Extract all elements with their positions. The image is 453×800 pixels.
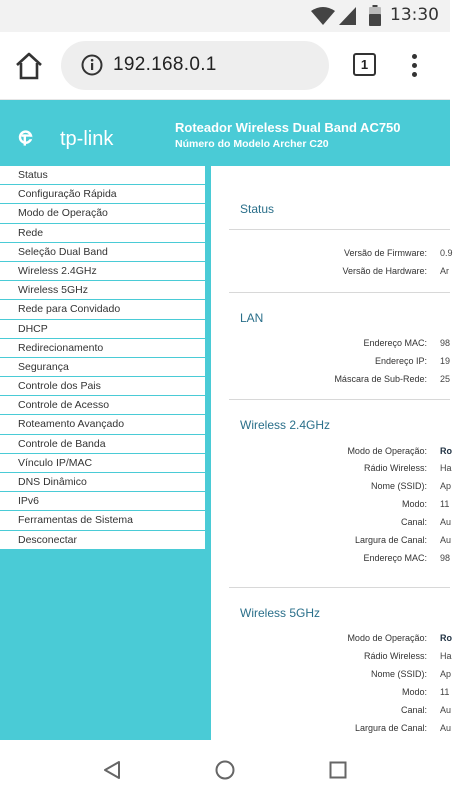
info-row [211, 517, 450, 533]
info-row [211, 553, 450, 569]
sidebar-item-parental-control[interactable]: Controle dos Pais [0, 377, 205, 396]
row-label: Modo: [401, 687, 427, 697]
row-value: Ap [440, 481, 452, 491]
row-label: Largura de Canal: [354, 723, 427, 733]
info-row [211, 266, 450, 282]
sidebar-item-system-tools[interactable]: Ferramentas de Sistema [0, 511, 205, 530]
url-text[interactable]: 192.168.0.1 [113, 54, 217, 75]
tab-switcher-button[interactable]: 1 [353, 53, 376, 76]
row-value: 25 [440, 374, 451, 384]
info-row [211, 463, 450, 479]
info-row [211, 338, 450, 354]
model-number: Número do Modelo Archer C20 [175, 138, 329, 150]
info-row [211, 499, 450, 515]
info-row [211, 374, 450, 390]
sidebar-item-operation-mode[interactable]: Modo de Operação [0, 204, 205, 223]
row-label: Rádio Wireless: [363, 651, 427, 661]
browser-toolbar [0, 32, 450, 100]
row-label: Modo de Operação: [347, 446, 427, 456]
system-nav-bar [0, 740, 450, 800]
row-label: Nome (SSID): [370, 481, 427, 491]
router-page [0, 100, 453, 740]
info-row [211, 705, 450, 721]
row-value: Au [440, 705, 452, 715]
row-label: Largura de Canal: [354, 535, 427, 545]
sidebar-item-bandwidth-control[interactable]: Controle de Banda [0, 435, 205, 454]
row-value: 98 [440, 553, 451, 563]
info-row [211, 687, 450, 703]
row-label: Rádio Wireless: [363, 463, 427, 473]
sidebar-item-access-control[interactable]: Controle de Acesso [0, 396, 205, 415]
battery-icon [369, 5, 381, 26]
info-row [211, 356, 450, 372]
section-title-wireless-5: Wireless 5GHz [240, 606, 321, 620]
row-value: 11 [440, 687, 450, 697]
product-header [175, 120, 401, 150]
sidebar-item-ip-mac-binding[interactable]: Vínculo IP/MAC [0, 454, 205, 473]
row-value: Au [440, 517, 452, 527]
row-value: Ro [440, 446, 452, 456]
sidebar-item-security[interactable]: Segurança [0, 358, 205, 377]
row-value: Ar [440, 266, 449, 276]
row-value: Ha [440, 651, 452, 661]
back-icon[interactable] [103, 760, 121, 780]
row-label: Versão de Firmware: [343, 248, 427, 258]
row-value: 19 [440, 356, 451, 366]
recents-icon[interactable] [329, 761, 347, 779]
divider [229, 292, 450, 293]
divider [229, 399, 450, 400]
row-value: 11 [440, 499, 450, 509]
sidebar-item-wireless-5[interactable]: Wireless 5GHz [0, 281, 205, 300]
brand-name: tp-link [60, 128, 114, 150]
home-icon[interactable] [14, 52, 44, 80]
sidebar-item-dynamic-dns[interactable]: DNS Dinâmico [0, 473, 205, 492]
more-menu-icon[interactable] [406, 52, 422, 80]
row-label: Versão de Hardware: [342, 266, 427, 276]
sidebar-item-wireless-24[interactable]: Wireless 2.4GHz [0, 262, 205, 281]
tp-link-logo [18, 119, 58, 157]
product-name: Roteador Wireless Dual Band AC750 [175, 120, 401, 135]
info-row [211, 633, 450, 649]
info-row [211, 248, 453, 264]
info-row [211, 651, 450, 667]
row-label: Máscara de Sub-Rede: [334, 374, 427, 384]
row-value: Au [440, 535, 452, 545]
row-value: Ha [440, 463, 452, 473]
sidebar-item-guest-network[interactable]: Rede para Convidado [0, 300, 205, 319]
divider [229, 587, 450, 588]
row-label: Modo de Operação: [347, 633, 427, 643]
row-value: Ro [440, 633, 452, 643]
signal-icon [339, 7, 356, 25]
info-row [211, 669, 450, 685]
sidebar-item-ipv6[interactable]: IPv6 [0, 492, 205, 511]
row-value: Au [440, 723, 452, 733]
divider [229, 229, 450, 230]
section-title-wireless-24: Wireless 2.4GHz [240, 418, 331, 432]
sidebar-menu [0, 166, 205, 550]
info-row [211, 481, 450, 497]
home-nav-icon[interactable] [215, 760, 235, 780]
row-value: 98 [440, 338, 451, 348]
sidebar-item-network[interactable]: Rede [0, 224, 205, 243]
row-label: Modo: [401, 499, 427, 509]
sidebar-item-advanced-routing[interactable]: Roteamento Avançado [0, 415, 205, 434]
row-label: Endereço MAC: [363, 553, 427, 563]
clock: 13:30 [390, 5, 439, 25]
sidebar-item-dhcp[interactable]: DHCP [0, 320, 205, 339]
row-label: Canal: [400, 705, 427, 715]
row-label: Endereço IP: [374, 356, 427, 366]
info-icon[interactable] [81, 54, 103, 76]
row-value: Ap [440, 669, 452, 679]
info-row [211, 723, 450, 739]
sidebar-item-quick-setup[interactable]: Configuração Rápida [0, 185, 205, 204]
sidebar-item-dual-band[interactable]: Seleção Dual Band [0, 243, 205, 262]
sidebar-item-status[interactable]: Status [0, 166, 205, 185]
row-label: Endereço MAC: [363, 338, 427, 348]
info-row [211, 535, 450, 551]
section-title-status: Status [240, 202, 275, 216]
status-content [211, 166, 453, 740]
wifi-icon [311, 7, 335, 25]
sidebar-item-forwarding[interactable]: Redirecionamento [0, 339, 205, 358]
status-bar [0, 0, 450, 32]
info-row [211, 446, 450, 462]
section-title-lan: LAN [240, 311, 264, 325]
row-label: Canal: [400, 517, 427, 527]
row-label: Nome (SSID): [370, 669, 427, 679]
sidebar-item-logout[interactable]: Desconectar [0, 531, 205, 550]
row-value: 0.9 [440, 248, 453, 258]
address-bar[interactable] [61, 41, 329, 90]
